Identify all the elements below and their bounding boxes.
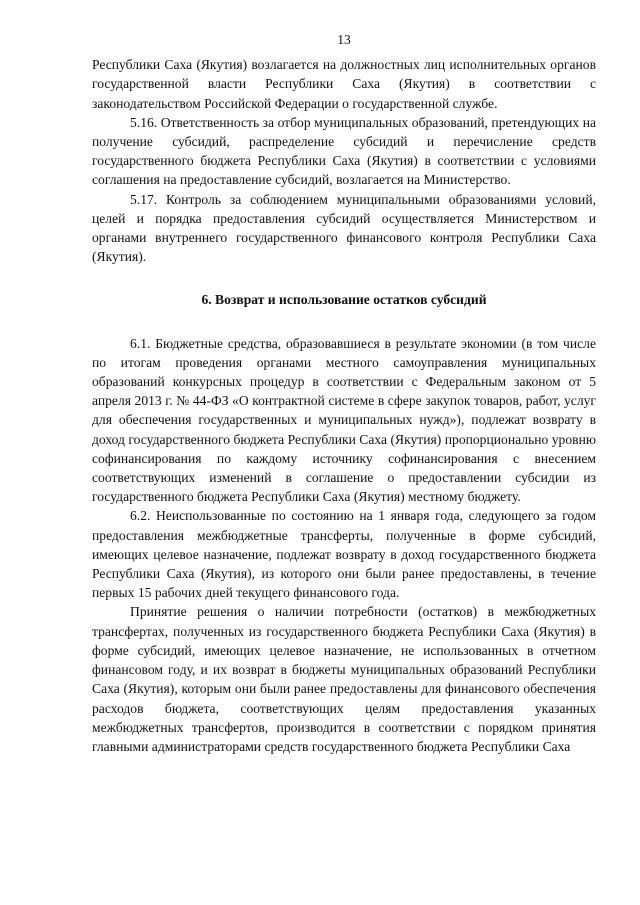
paragraph-decision: Принятие решения о наличии потребности (остатков) в межбюджетных трансфертах, полученных из государственного бюджета Республики Саха (Якутия) в форме субсидий, имеющих целевое назначение, не использованных в отчетном финансовом году, и их возврат в бюджеты муниципальных образований Республики Саха (Якутия), которым они были ранее предоставлены для финансового обеспечения расходов бюджета, соответствующих целям предоставления указанных межбюджетных трансфертов, производится в соответствии с порядком принятия главными администраторами средств государственного бюджета Республики Саха bbox=[92, 604, 596, 754]
paragraph: Республики Саха (Якутия) возлагается на должностных лиц исполнительных органов государственной власти Республики Саха (Якутия) в соответствии с законодательством Российской Федерации о государственной службе. bbox=[92, 57, 596, 111]
paragraph-6-2: 6.2. Неиспользованные по состоянию на 1 января года, следующего за годом предоставления межбюджетные трансферты, полученные в форме субсидий, имеющих целевое назначение, подлежат возврату в доход государственного бюджета Республики Саха (Якутия), из которого они были ранее предоставлены, в течение первых 15 рабочих дней текущего финансового года. bbox=[92, 508, 596, 601]
paragraph-5-16: 5.16. Ответственность за отбор муниципальных образований, претендующих на получение субсидий, распределение субсидий и перечисление средств государственного бюджета Республики Саха (Якутия) в соответствии с условиями соглашения на предоставление субсидий, возлагается на Министерство. bbox=[92, 114, 596, 188]
paragraph-6-1: 6.1. Бюджетные средства, образовавшиеся в результате экономии (в том числе по итогам проведения органами местного самоуправления муниципальных образований конкурсных процедур в соответствии с Федеральным законом от 5 апреля 2013 г. № 44-ФЗ «О контрактной системе в сфере закупок товаров, работ, услуг для обеспечения государственных и муниципальных нужд»), подлежат возврату в доход государственного бюджета Республики Саха (Якутия) пропорционально уровню софинансирования по каждому источнику софинансирования с внесением соответствующих изменений в соглашение о предоставлении субсидии из государственного бюджета Республики Саха (Якутия) местному бюджету. bbox=[92, 335, 596, 505]
page-number: 13 bbox=[337, 32, 351, 47]
paragraph-5-17: 5.17. Контроль за соблюдением муниципальными образованиями условий, целей и порядка предоставления субсидий осуществляется Министерством и органами внутреннего государственного финансового контроля Республики Саха (Якутия). bbox=[92, 191, 596, 265]
section-heading: 6. Возврат и использование остатков субсидий bbox=[201, 292, 487, 308]
document-page bbox=[92, 30, 596, 756]
